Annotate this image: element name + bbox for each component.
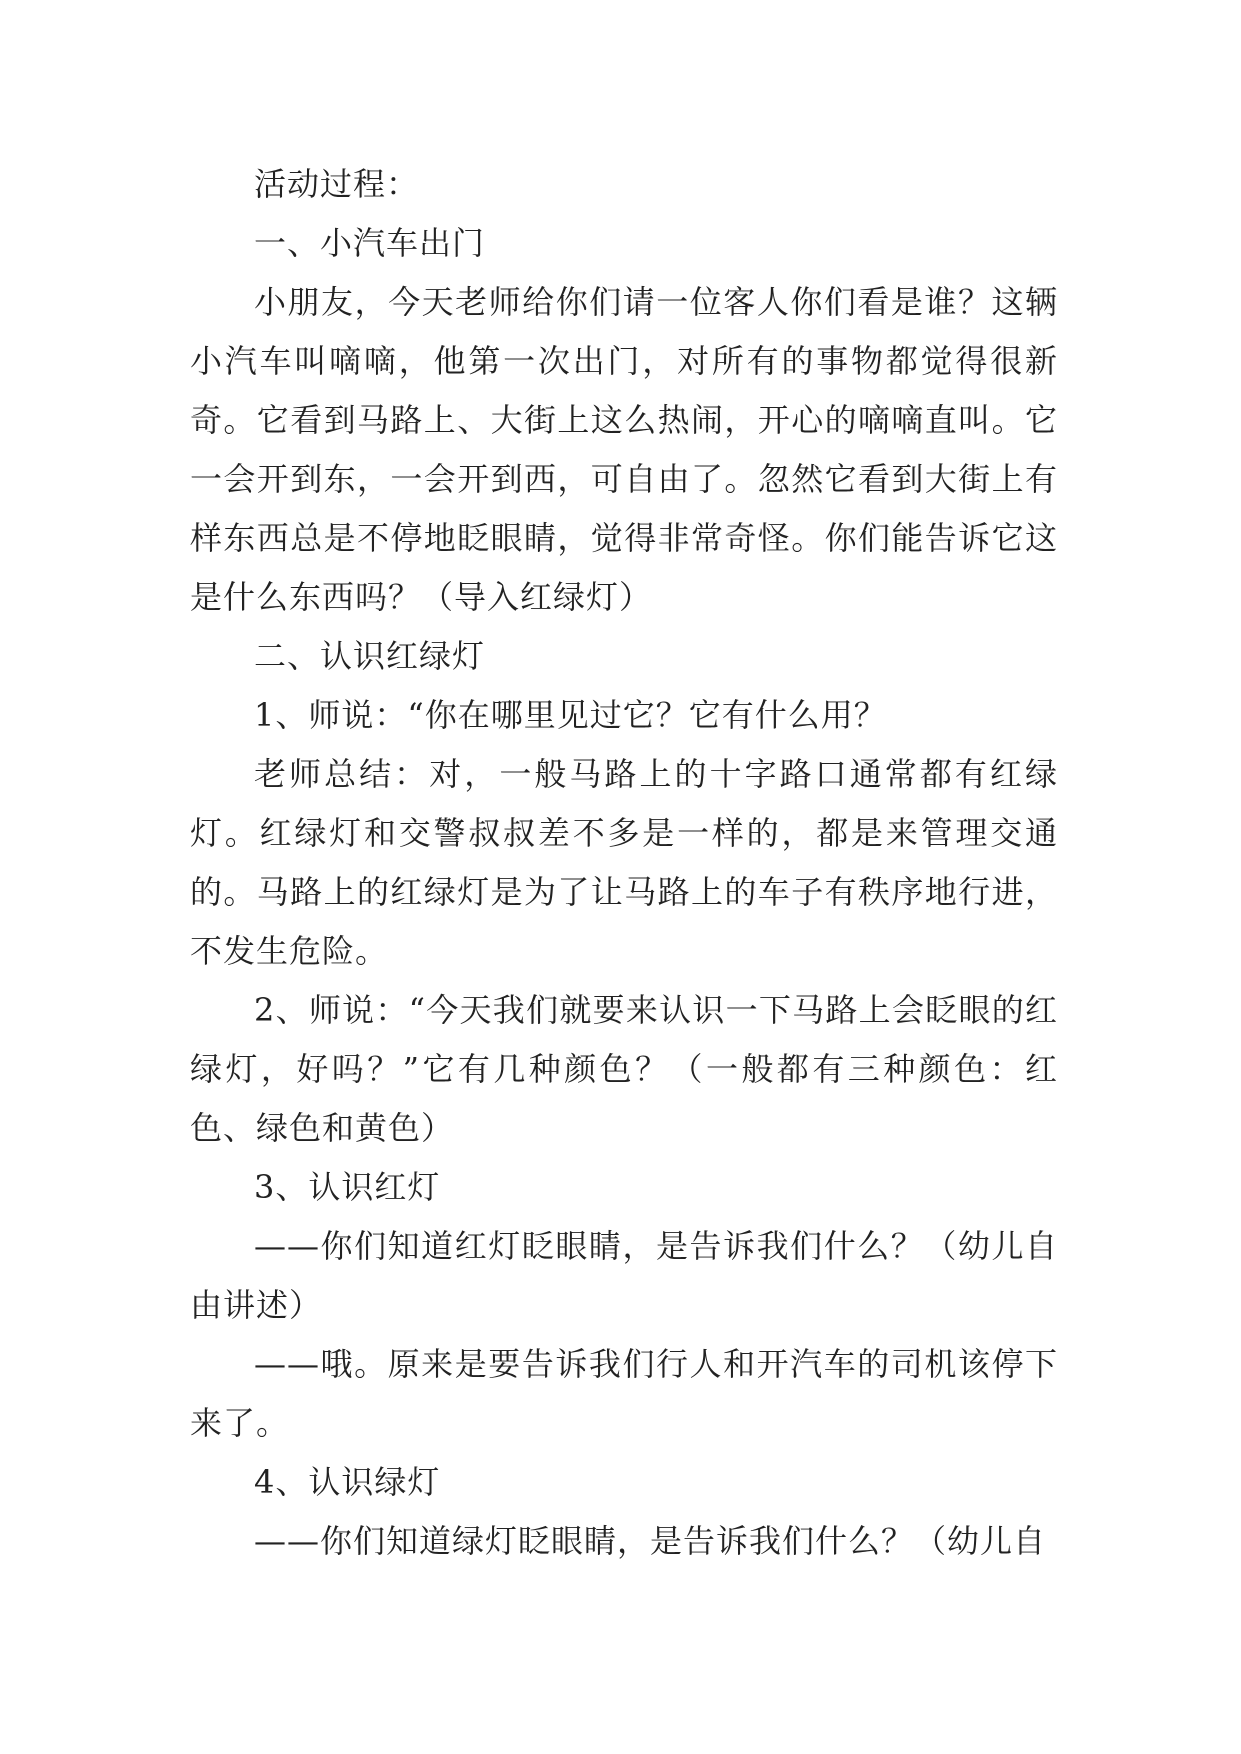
- section-heading-car-outing: 一、小汽车出门: [254, 224, 486, 262]
- step-teacher-question-1: 1、师说：“你在哪里见过它？它有什么用？: [254, 696, 887, 734]
- step-heading-green-light: 4、认识绿灯: [254, 1463, 441, 1501]
- paragraph-car-story: 小朋友，今天老师给你们请一位客人你们看是谁？这辆小汽车叫嘀嘀，他第一次出门，对所有的事物都觉得很新奇。它看到马路上、大街上这么热闹，开心的嘀嘀直叫。它一会开到东，一会开到西，可自由了。忽然它看到大街上有样东西总是不停地眨眼睛，觉得非常奇怪。你们能告诉它这是什么东西吗？（导入红绿灯）: [190, 283, 1058, 616]
- dialogue-red-light-answer: ——哦。原来是要告诉我们行人和开汽车的司机该停下来了。: [190, 1345, 1058, 1442]
- step-heading-red-light: 3、认识红灯: [254, 1168, 441, 1206]
- step-teacher-question-2: 2、师说：“今天我们就要来认识一下马路上会眨眼的红绿灯，好吗？”它有几种颜色？（一般都有三种颜色：红色、绿色和黄色）: [190, 991, 1058, 1147]
- section-heading-traffic-light: 二、认识红绿灯: [254, 637, 486, 675]
- dialogue-green-light-question: ——你们知道绿灯眨眼睛，是告诉我们什么？（幼儿自: [254, 1522, 1047, 1560]
- paragraph-teacher-summary: 老师总结：对，一般马路上的十字路口通常都有红绿灯。红绿灯和交警叔叔差不多是一样的，都是来管理交通的。马路上的红绿灯是为了让马路上的车子有秩序地行进，不发生危险。: [190, 755, 1058, 970]
- document-body: [190, 155, 1058, 1571]
- heading-activity-process: 活动过程：: [254, 165, 420, 203]
- dialogue-red-light-question: ——你们知道红灯眨眼睛，是告诉我们什么？（幼儿自由讲述）: [190, 1227, 1058, 1324]
